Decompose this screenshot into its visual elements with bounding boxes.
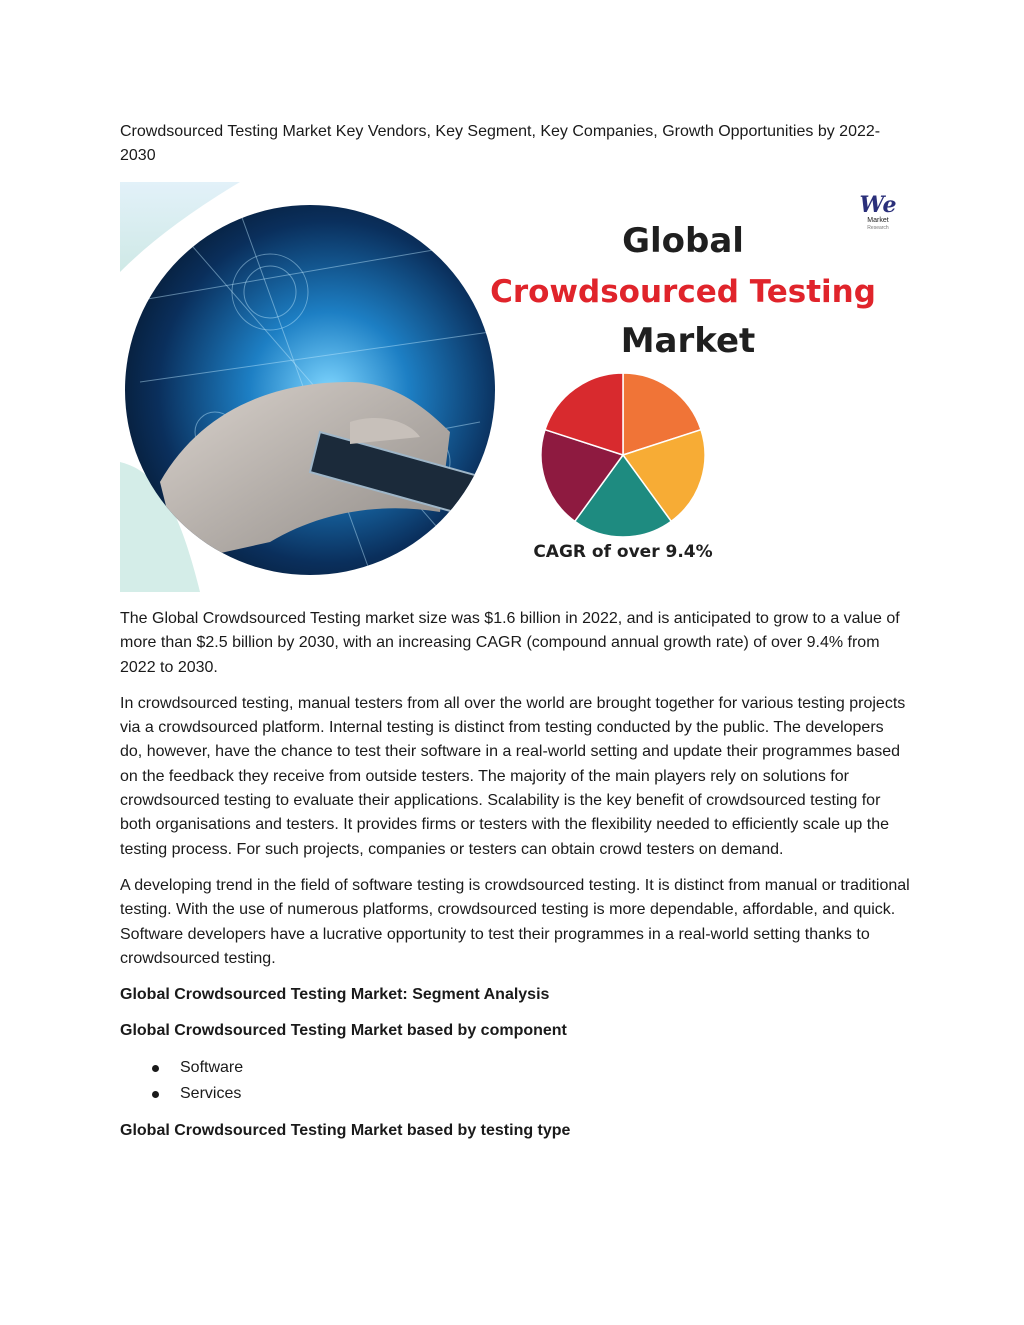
market-banner-image	[120, 182, 902, 592]
banner-heading-global: Global	[622, 221, 744, 261]
heading-segment-analysis: Global Crowdsourced Testing Market: Segment Analysis	[120, 986, 550, 1004]
svg-text:Research: Research	[867, 225, 889, 231]
list-item: Services	[120, 1081, 910, 1107]
heading-by-testing-type: Global Crowdsourced Testing Market based by testing type	[120, 1122, 571, 1140]
banner-heading-market: Market	[620, 321, 756, 361]
banner-heading-crowdsourced: Crowdsourced Testing	[490, 274, 876, 310]
bullet-icon	[152, 1065, 159, 1072]
article-body	[120, 607, 910, 1155]
company-logo	[860, 192, 897, 231]
document-title: Crowdsourced Testing Market Key Vendors, Key Segment, Key Companies, Growth Opportunities by 2022-2030	[120, 123, 881, 164]
paragraph-overview: In crowdsourced testing, manual testers from all over the world are brought together for various testing projects via a crowdsourced platform. Internal testing is distinct from testing conducted by the public. The developers do, however, have the chance to test their software in a real-world setting and update their programmes based on the feedback they receive from outside testers. The majority of the main players rely on solutions for crowdsourced testing to evaluate their applications. Scalability is the key benefit of crowdsourced testing for both organisations and testers. It provides firms or testers with the flexibility needed to efficiently scale up the testing process. For such projects, companies or testers can obtain crowd testers on demand.	[120, 694, 906, 858]
list-item: Software	[120, 1055, 910, 1081]
paragraph-market-size: The Global Crowdsourced Testing market size was $1.6 billion in 2022, and is anticipated to grow to a value of more than $2.5 billion by 2030, with an increasing CAGR (compound annual growth rate) of over 9.4% from 2022 to 2030.	[120, 610, 900, 676]
heading-by-component: Global Crowdsourced Testing Market based by component	[120, 1022, 567, 1040]
cagr-caption: CAGR of over 9.4%	[533, 542, 713, 562]
component-list	[120, 1055, 910, 1107]
pie-graphic	[541, 373, 705, 537]
svg-text:Market: Market	[867, 217, 889, 224]
svg-text:We: We	[859, 192, 897, 218]
bullet-icon	[152, 1091, 159, 1098]
paragraph-trend: A developing trend in the field of software testing is crowdsourced testing. It is distinct from manual or traditional testing. With the use of numerous platforms, crowdsourced testing is more dependable, affordable, and quick. Software developers have a lucrative opportunity to test their programmes in a real-world setting thanks to crowdsourced testing.	[120, 876, 910, 967]
